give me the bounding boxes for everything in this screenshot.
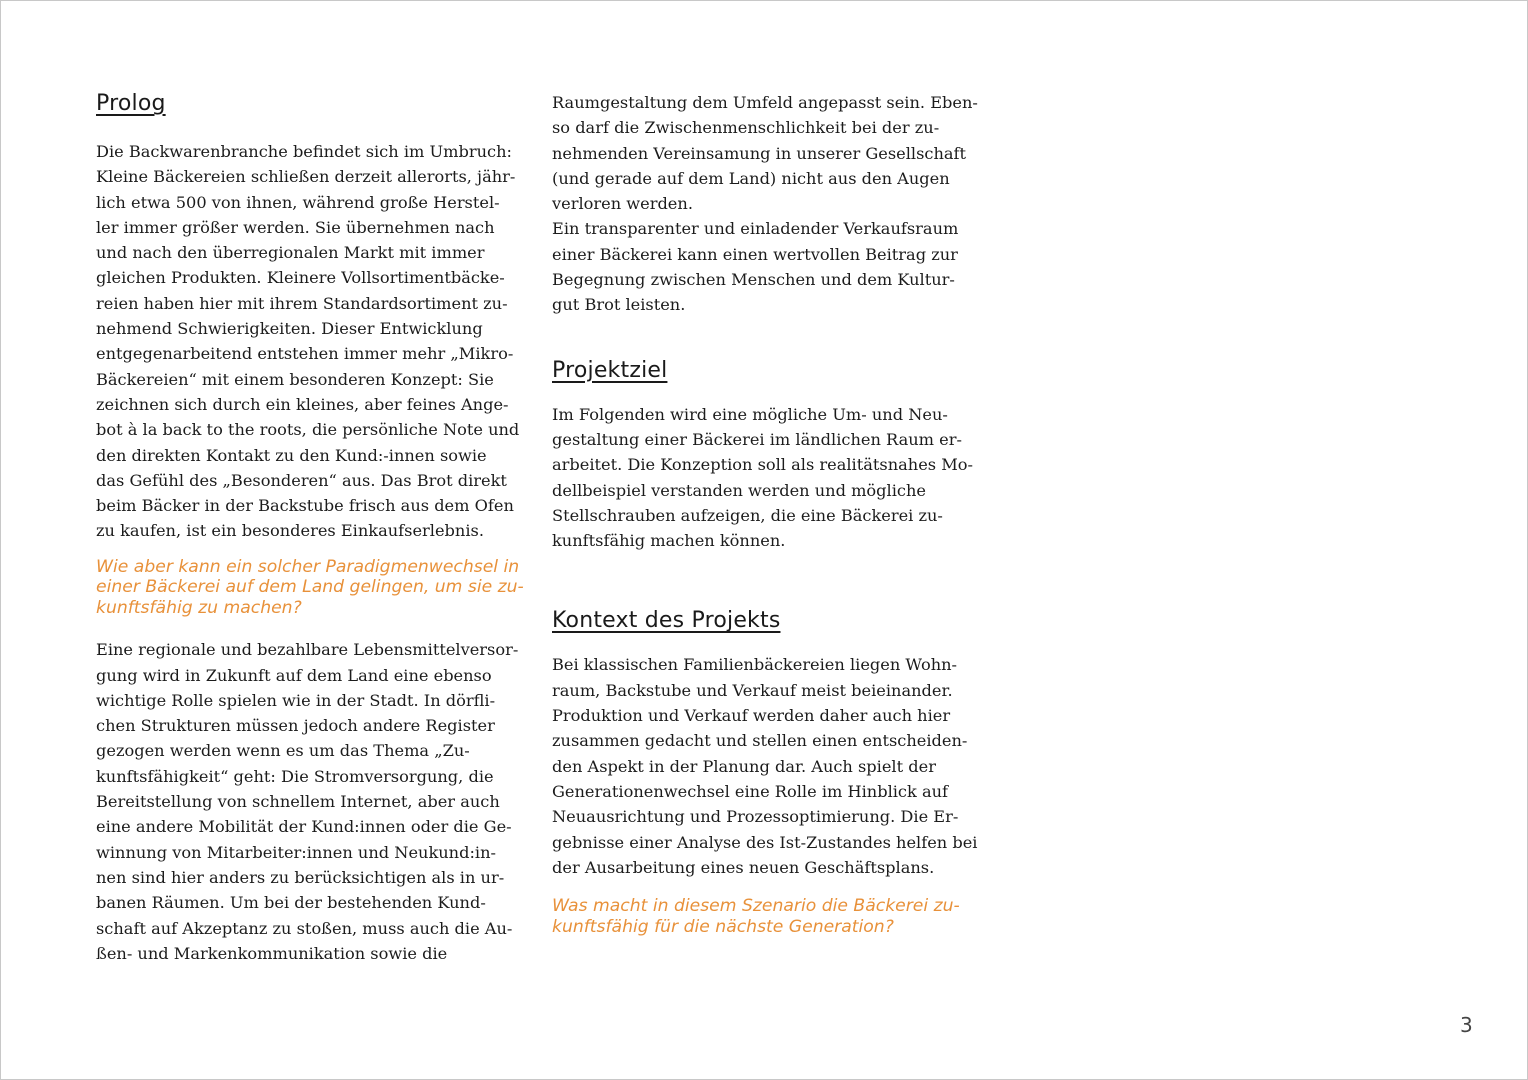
text-line: zusammen gedacht und stellen einen entscheiden- (552, 731, 968, 751)
text-line: (und gerade auf dem Land) nicht aus den Augen (552, 168, 950, 188)
continuation-paragraph (552, 90, 984, 318)
text-line: den Aspekt in der Planung dar. Auch spielt der (552, 756, 936, 776)
text-line: den direkten Kontakt zu den Kund:-innen sowie (96, 445, 487, 465)
text-line: eine andere Mobilität der Kund:innen oder die Ge- (96, 817, 512, 837)
page-number: 3 (1460, 1013, 1473, 1037)
text-line: kunftsfähigkeit“ geht: Die Stromversorgung, die (96, 766, 494, 786)
text-line: raum, Backstube und Verkauf meist beieinander. (552, 680, 953, 700)
text-line: Kleine Bäckereien schließen derzeit allerorts, jähr- (96, 167, 516, 187)
text-line: das Gefühl des „Besonderen“ aus. Das Brot direkt (96, 470, 507, 490)
text-line: lich etwa 500 von ihnen, während große Herstel- (96, 192, 500, 212)
text-line: Bei klassischen Familienbäckereien liegen Wohn- (552, 655, 958, 675)
text-line: und nach den überregionalen Markt mit immer (96, 243, 485, 263)
question-line: Was macht in diesem Szenario die Bäckerei zu- (552, 896, 960, 917)
text-line: dellbeispiel verstanden werden und mögliche (552, 480, 926, 500)
text-line: beim Bäcker in der Backstube frisch aus dem Ofen (96, 496, 514, 516)
text-line: Stellschrauben aufzeigen, die eine Bäckerei zu- (552, 505, 943, 525)
projektziel-paragraph (552, 402, 984, 554)
kontext-question (552, 896, 984, 937)
text-line: Raumgestaltung dem Umfeld angepasst sein. Eben- (552, 93, 978, 112)
prolog-heading: Prolog (96, 91, 166, 116)
text-line: reien haben hier mit ihrem Standardsortiment zu- (96, 293, 508, 313)
text-line: Bäckereien“ mit einem besonderen Konzept: Sie (96, 369, 494, 389)
question-line: kunftsfähig zu machen? (96, 597, 302, 618)
text-line: zu kaufen, ist ein besonderes Einkaufserlebnis. (96, 521, 484, 541)
text-line: kunftsfähig machen können. (552, 531, 786, 551)
projektziel-heading: Projektziel (552, 357, 668, 383)
text-line: verloren werden. (552, 194, 693, 214)
kontext-paragraph (552, 652, 984, 880)
text-line: Eine regionale und bezahlbare Lebensmittelversor- (96, 640, 519, 660)
right-column (552, 90, 984, 937)
left-column (96, 89, 526, 966)
text-line: gezogen werden wenn es um das Thema „Zu- (96, 741, 470, 761)
text-line: nen sind hier anders zu berücksichtigen als in ur- (96, 867, 505, 887)
regional-supply-paragraph (96, 637, 526, 966)
text-line: Im Folgenden wird eine mögliche Um- und Neu- (552, 404, 948, 424)
text-line: gleichen Produkten. Kleinere Vollsortimentbäcke- (96, 268, 505, 288)
text-line: Ein transparenter und einladender Verkaufsraum (552, 219, 959, 239)
text-line: Bereitstellung von schnellem Internet, aber auch (96, 792, 500, 812)
text-line: Die Backwarenbranche befindet sich im Umbruch: (96, 142, 512, 161)
question-line: einer Bäckerei auf dem Land gelingen, um sie zu- (96, 577, 524, 598)
text-line: Generationenwechsel eine Rolle im Hinblick auf (552, 781, 949, 801)
text-line: gung wird in Zukunft auf dem Land eine ebenso (96, 665, 492, 685)
text-line: arbeitet. Die Konzeption soll als realitätsnahes Mo- (552, 455, 974, 475)
text-line: wichtige Rolle spielen wie in der Stadt. In dörfli- (96, 690, 496, 710)
text-line: Begegnung zwischen Menschen und dem Kultur- (552, 270, 955, 290)
text-line: Neuausrichtung und Prozessoptimierung. Die Er- (552, 807, 959, 827)
text-line: chen Strukturen müssen jedoch andere Register (96, 716, 495, 736)
text-line: nehmend Schwierigkeiten. Dieser Entwicklung (96, 319, 483, 339)
question-line: Wie aber kann ein solcher Paradigmenwechsel in (96, 556, 520, 577)
text-line: der Ausarbeitung eines neuen Geschäftsplans. (552, 857, 935, 877)
prolog-question (96, 557, 526, 619)
text-line: einer Bäckerei kann einen wertvollen Beitrag zur (552, 244, 958, 264)
text-line: gebnisse einer Analyse des Ist-Zustandes helfen bei (552, 832, 978, 852)
text-line: ler immer größer werden. Sie übernehmen nach (96, 217, 495, 237)
prolog-paragraph (96, 139, 526, 544)
text-line: Produktion und Verkauf werden daher auch hier (552, 706, 951, 726)
text-line: entgegenarbeitend entstehen immer mehr „Mikro- (96, 344, 514, 364)
text-line: schaft auf Akzeptanz zu stoßen, muss auch die Au- (96, 918, 513, 938)
kontext-heading: Kontext des Projekts (552, 608, 781, 634)
text-line: banen Räumen. Um bei der bestehenden Kund- (96, 893, 486, 913)
text-line: zeichnen sich durch ein kleines, aber feines Ange- (96, 394, 509, 414)
text-line: gestaltung einer Bäckerei im ländlichen Raum er- (552, 429, 962, 449)
text-line: nehmenden Vereinsamung in unserer Gesellschaft (552, 143, 967, 163)
text-line: so darf die Zwischenmenschlichkeit bei der zu- (552, 118, 940, 138)
text-line: gut Brot leisten. (552, 295, 686, 315)
question-line: kunftsfähig für die nächste Generation? (552, 916, 894, 937)
text-line: winnung von Mitarbeiter:innen und Neukund:in- (96, 842, 497, 862)
text-line: ßen- und Markenkommunikation sowie die (96, 943, 448, 963)
text-line: bot à la back to the roots, die persönliche Note und (96, 420, 520, 440)
